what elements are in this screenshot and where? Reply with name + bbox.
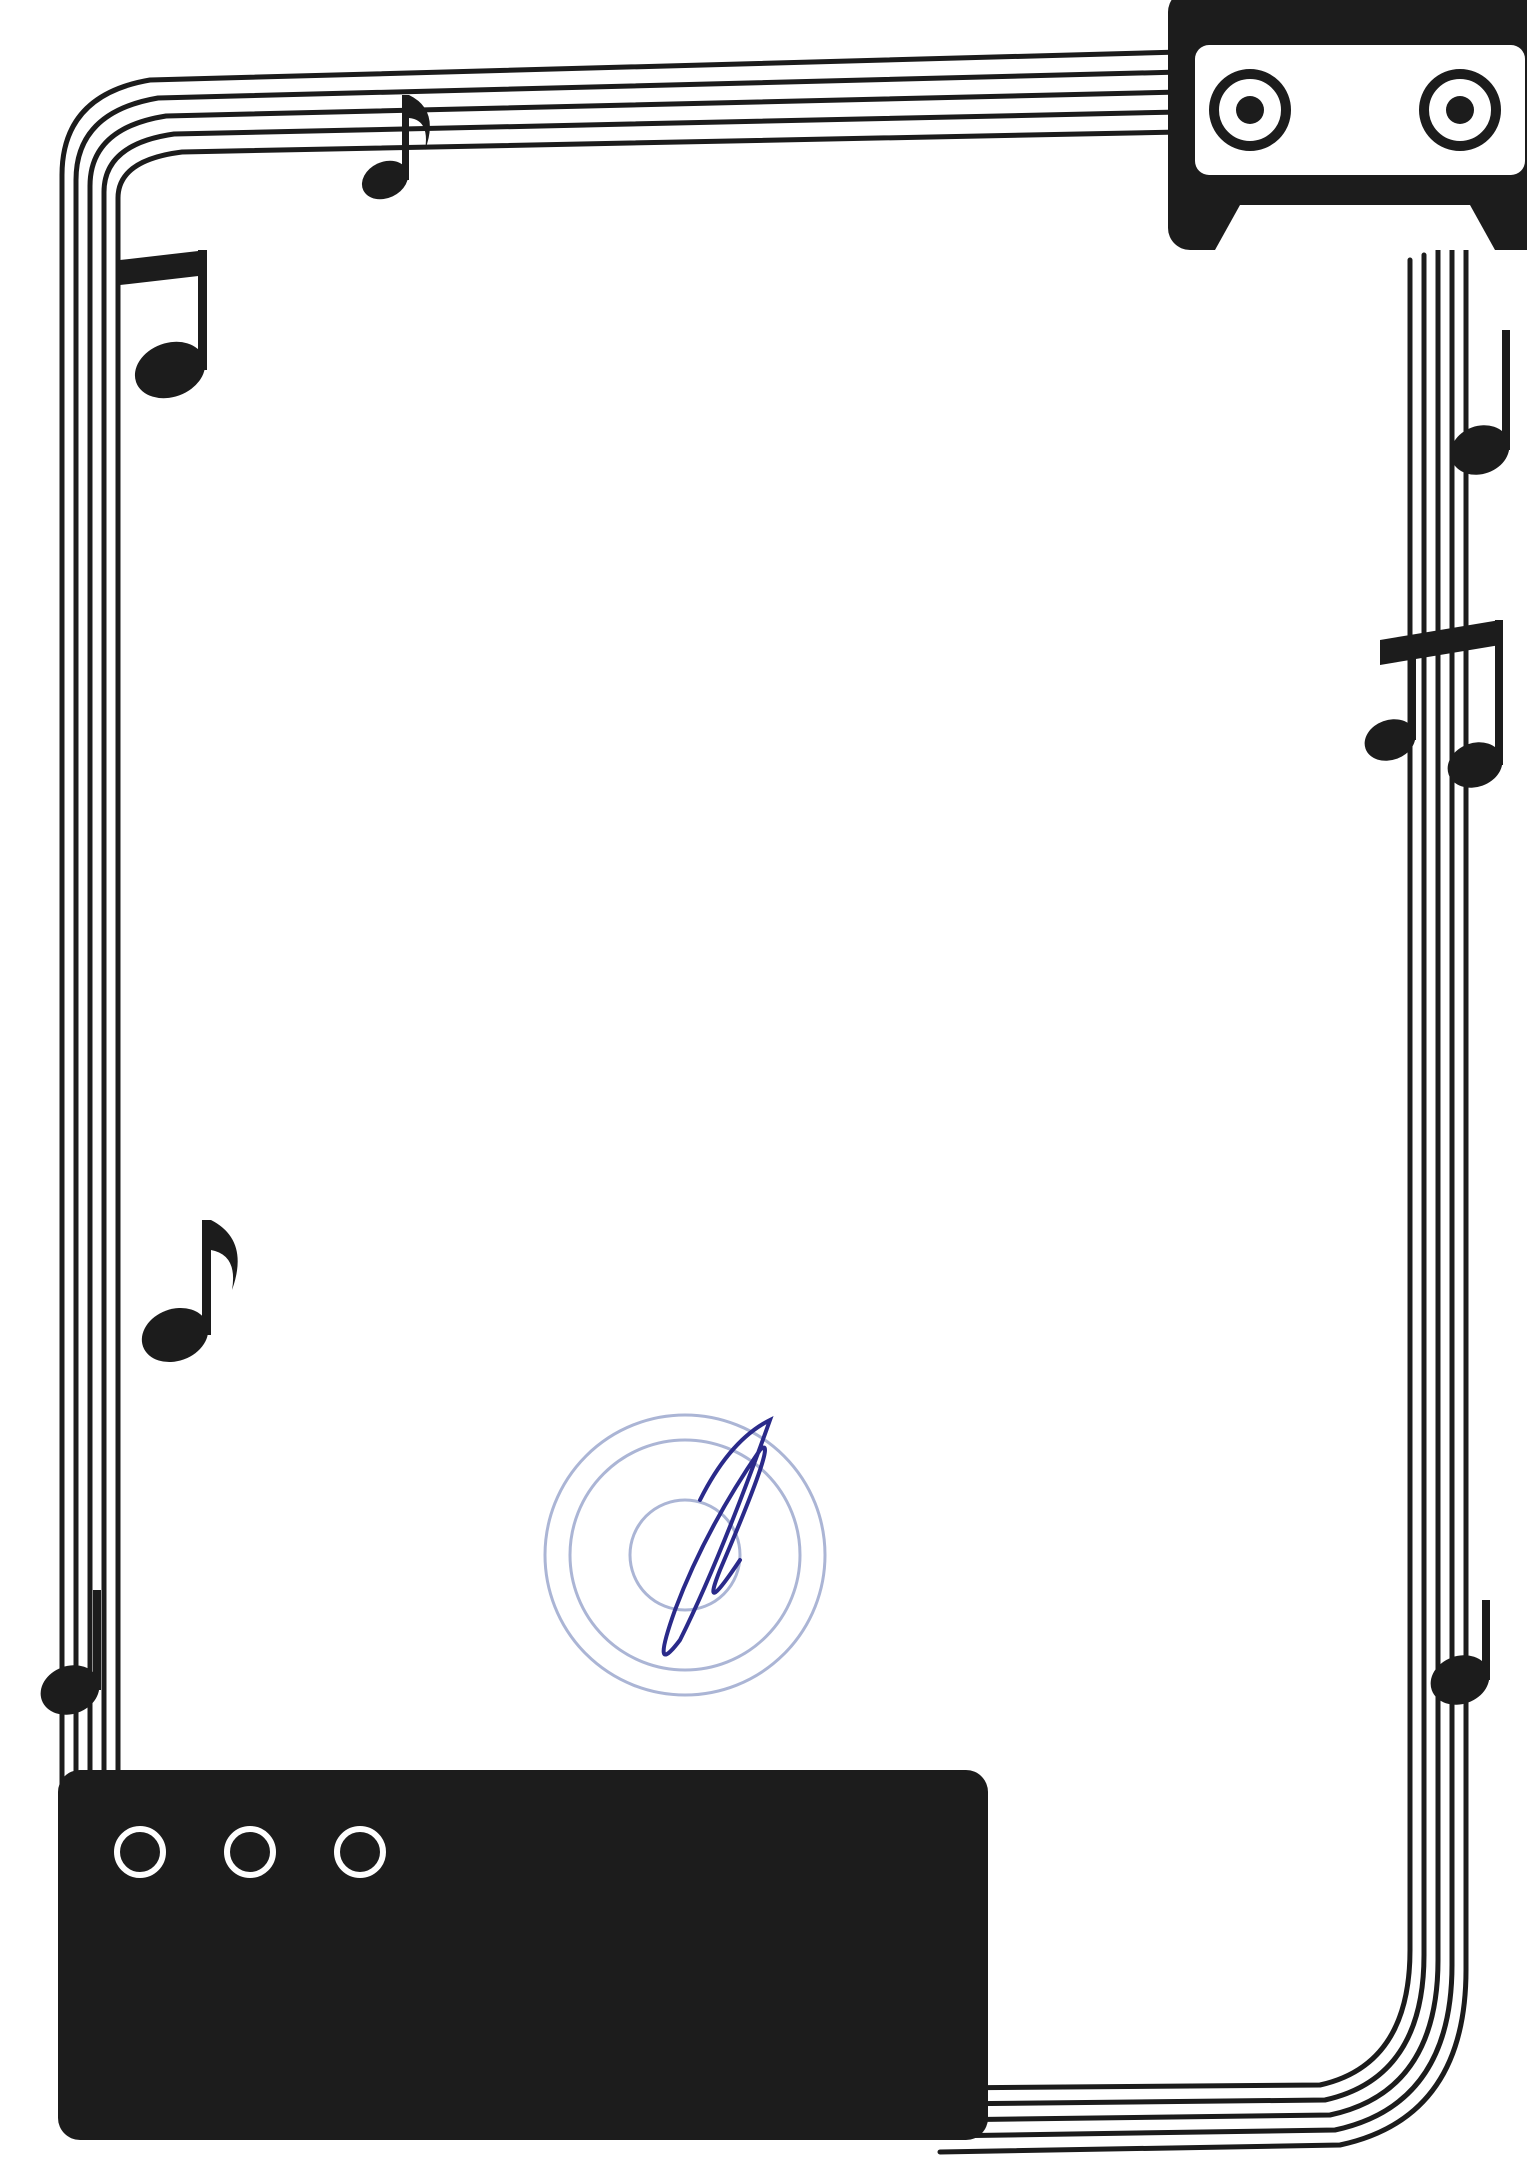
signature	[664, 1420, 770, 1655]
eighth-note-icon	[120, 250, 213, 408]
cassette-icon	[1168, 0, 1527, 250]
eighth-note-icon	[1359, 620, 1509, 795]
eighth-note-icon	[134, 1220, 238, 1371]
eighth-note-icon	[1444, 330, 1517, 483]
stamp-seal	[545, 1415, 825, 1695]
eighth-note-icon	[1424, 1600, 1497, 1713]
eighth-note-icon	[34, 1590, 107, 1723]
keyboard-icon	[58, 1770, 988, 2140]
